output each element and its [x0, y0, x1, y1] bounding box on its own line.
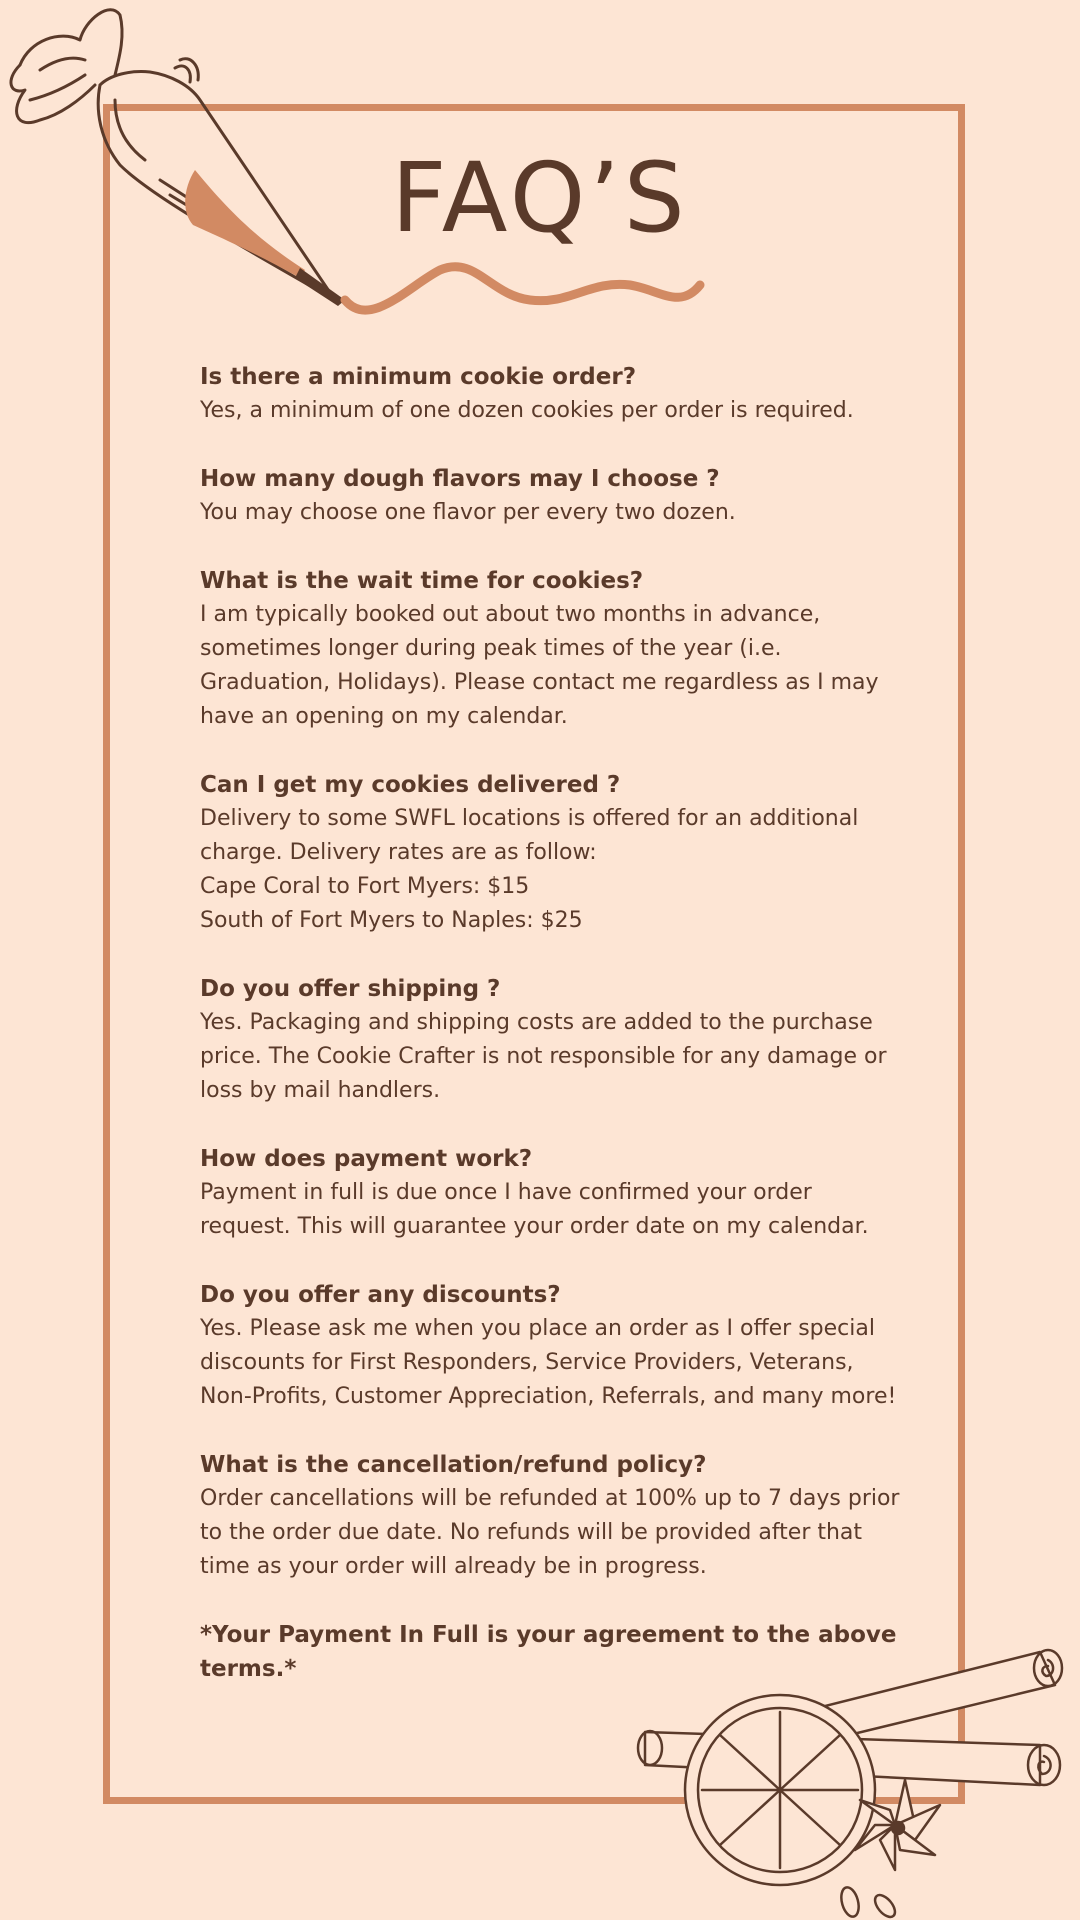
faq-answer: Yes. Packaging and shipping costs are added to the purchase price. The Cookie Crafter is not responsible for any damage or loss by mail handlers.	[200, 1010, 887, 1103]
faq-item	[200, 1142, 900, 1244]
faq-answer: Order cancellations will be refunded at 100% up to 7 days prior to the order due date. No refunds will be provided after that time as your order will already be in progress.	[200, 1486, 900, 1579]
faq-question: What is the cancellation/refund policy?	[200, 1452, 707, 1478]
faq-item	[200, 972, 900, 1108]
faq-item	[200, 462, 900, 530]
faq-question: Is there a minimum cookie order?	[200, 364, 637, 390]
faq-answer: Yes. Please ask me when you place an order as I offer special discounts for First Responders, Service Providers, Veterans, Non-Profits, Customer Appreciation, Referrals, and many more!	[200, 1316, 897, 1409]
faq-answer: Payment in full is due once I have confirmed your order request. This will guarantee your order date on my calendar.	[200, 1180, 869, 1239]
cinnamon-orange-star-anise-icon	[630, 1640, 1080, 1920]
faq-list	[200, 360, 900, 1686]
terms-note: *Your Payment In Full is your agreement to the above terms.*	[200, 1622, 897, 1682]
faq-item	[200, 1278, 900, 1414]
squiggle-divider-icon	[340, 255, 710, 325]
faq-item	[200, 1448, 900, 1584]
faq-question: How many dough flavors may I choose ?	[200, 466, 720, 492]
page-title: FAQ’S	[391, 142, 689, 254]
faq-answer: You may choose one flavor per every two dozen.	[200, 500, 736, 525]
faq-question: What is the wait time for cookies?	[200, 568, 644, 594]
faq-answer: Delivery to some SWFL locations is offered for an additional charge. Delivery rates are as follow: Cape Coral to Fort Myers: $15 South of Fort Myers to Naples: $25	[200, 806, 859, 933]
faq-item	[200, 564, 900, 734]
faq-question: Can I get my cookies delivered ?	[200, 772, 621, 798]
faq-question: Do you offer shipping ?	[200, 976, 501, 1002]
faq-answer: I am typically booked out about two months in advance, sometimes longer during peak times of the year (i.e. Graduation, Holidays). Please contact me regardless as I may have an opening on my calendar.	[200, 602, 879, 729]
faq-item	[200, 768, 900, 938]
faq-question: Do you offer any discounts?	[200, 1282, 561, 1308]
faq-answer: Yes, a minimum of one dozen cookies per order is required.	[200, 398, 854, 423]
faq-item	[200, 360, 900, 428]
faq-question: How does payment work?	[200, 1146, 533, 1172]
